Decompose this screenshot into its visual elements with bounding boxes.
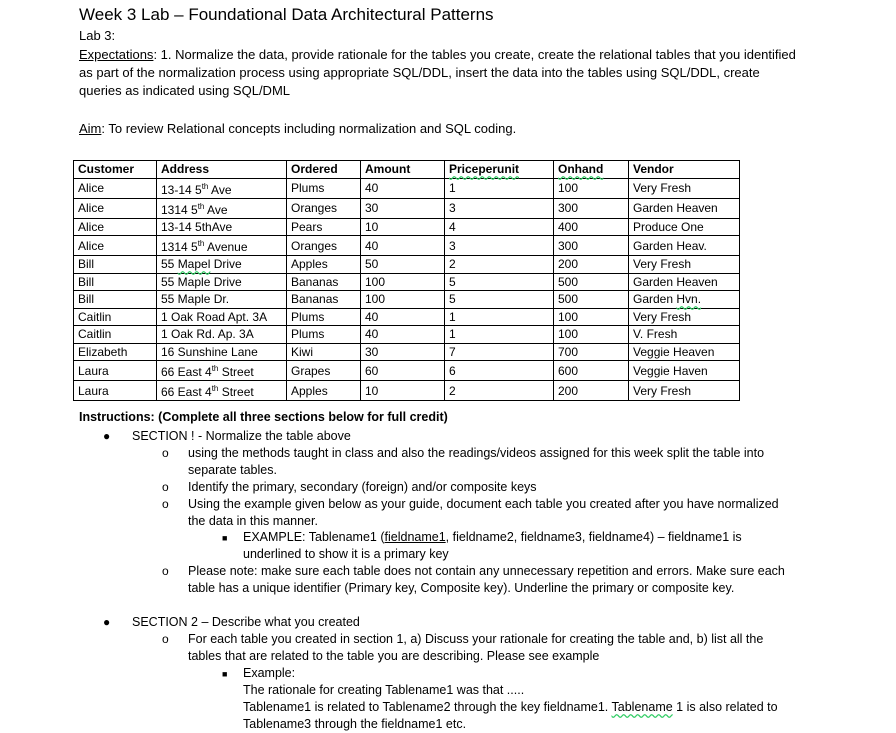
cell-onhand: 500 (554, 291, 629, 309)
cell-onhand: 200 (554, 256, 629, 274)
cell-priceperunit: 3 (445, 236, 554, 256)
s2-example-line2a: Tablename1 is related to Tablename2 through the key fieldname1. (243, 700, 612, 714)
cell-priceperunit: 2 (445, 381, 554, 401)
lab-label: Lab 3: (79, 28, 116, 43)
cell-ordered: Apples (287, 256, 361, 274)
cell-amount: 100 (361, 273, 445, 291)
table-row (74, 273, 740, 291)
cell-amount: 50 (361, 256, 445, 274)
s1-item-4: Please note: make sure each table does not contain any unnecessary repetition and errors. Make sure each table has a unique identifier (Primary key, Composite key). Underline the primary or composite key. (188, 564, 785, 595)
expectations-paragraph (79, 46, 799, 100)
cell-vendor: Very Fresh (629, 256, 740, 274)
cell-amount: 30 (361, 343, 445, 361)
cell-onhand: 300 (554, 198, 629, 218)
header-address: Address (157, 161, 287, 179)
table-row (74, 308, 740, 326)
cell-amount: 100 (361, 291, 445, 309)
header-onhand (554, 161, 629, 179)
aim-paragraph (79, 121, 516, 136)
cell-amount: 60 (361, 361, 445, 381)
example-rest: , fieldname2, fieldname3, fieldname4) – fieldname1 is underlined to show it is a primary key (243, 530, 742, 561)
cell-customer: Alice (74, 218, 157, 236)
cell-ordered: Grapes (287, 361, 361, 381)
cell-address: 13-14 5th Ave (157, 178, 287, 198)
cell-priceperunit: 1 (445, 326, 554, 344)
cell-priceperunit: 5 (445, 291, 554, 309)
table-row (74, 178, 740, 198)
cell-onhand: 400 (554, 218, 629, 236)
orders-table (73, 160, 740, 401)
s2-example-label: Example: (243, 666, 296, 680)
s2-example-line2 (243, 699, 803, 733)
cell-onhand: 100 (554, 308, 629, 326)
cell-customer: Elizabeth (74, 343, 157, 361)
cell-priceperunit: 1 (445, 178, 554, 198)
s1-item-1: using the methods taught in class and also the readings/videos assigned for this week split the table into separate tables. (188, 446, 765, 477)
cell-amount: 40 (361, 326, 445, 344)
table-header-row (74, 161, 740, 179)
cell-vendor: Garden Heav. (629, 236, 740, 256)
cell-vendor: Veggie Heaven (629, 343, 740, 361)
table-row (74, 381, 740, 401)
cell-ordered: Plums (287, 326, 361, 344)
header-priceperunit-text: Priceperunit (449, 162, 520, 177)
circle-bullet-icon: o (162, 446, 169, 460)
cell-address: 1314 5th Avenue (157, 236, 287, 256)
cell-priceperunit: 5 (445, 273, 554, 291)
cell-priceperunit: 6 (445, 361, 554, 381)
cell-vendor: Produce One (629, 218, 740, 236)
cell-customer: Laura (74, 381, 157, 401)
header-customer: Customer (74, 161, 157, 179)
cell-customer: Caitlin (74, 326, 157, 344)
cell-customer: Bill (74, 273, 157, 291)
cell-address: 1314 5th Ave (157, 198, 287, 218)
square-bullet-icon: ■ (222, 669, 228, 679)
cell-customer: Alice (74, 198, 157, 218)
table-row (74, 256, 740, 274)
cell-vendor: Very Fresh (629, 308, 740, 326)
table-row (74, 343, 740, 361)
square-bullet-icon: ■ (222, 533, 228, 543)
cell-priceperunit: 3 (445, 198, 554, 218)
circle-bullet-icon: o (162, 632, 169, 646)
s2-item-1: For each table you created in section 1, a) Discuss your rationale for creating the table and, b) list all the tables that are related to the table you are describing. Please see example (188, 632, 764, 663)
cell-vendor: V. Fresh (629, 326, 740, 344)
cell-address: 55 Maple Dr. (157, 291, 287, 309)
cell-vendor: Garden Heaven (629, 273, 740, 291)
cell-onhand: 600 (554, 361, 629, 381)
header-onhand-text: Onhand (558, 162, 604, 177)
cell-vendor: Garden Hvn. (629, 291, 740, 309)
cell-priceperunit: 4 (445, 218, 554, 236)
cell-vendor: Very Fresh (629, 381, 740, 401)
instructions-heading: Instructions: (Complete all three sections below for full credit) (79, 410, 448, 424)
cell-address: 1 Oak Road Apt. 3A (157, 308, 287, 326)
s2-example-line2b: Tablename (611, 700, 673, 714)
cell-address: 16 Sunshine Lane (157, 343, 287, 361)
cell-ordered: Plums (287, 178, 361, 198)
section1-title: SECTION ! - Normalize the table above (132, 429, 351, 443)
cell-address: 13-14 5thAve (157, 218, 287, 236)
circle-bullet-icon: o (162, 564, 169, 578)
expectations-text: : 1. Normalize the data, provide rationale for the tables you create, create the relational tables that you identified as part of the normalization process using appropriate SQL/DDL, insert the data into the tables using SQL/DDL, create queries as indicated using SQL/DML (79, 47, 796, 98)
cell-vendor: Veggie Haven (629, 361, 740, 381)
cell-amount: 40 (361, 178, 445, 198)
cell-priceperunit: 2 (445, 256, 554, 274)
s2-example-line2c: 1 is also related to Tablename3 through the fieldname1 etc. (243, 700, 778, 731)
table-row (74, 291, 740, 309)
cell-onhand: 500 (554, 273, 629, 291)
cell-customer: Caitlin (74, 308, 157, 326)
cell-customer: Bill (74, 256, 157, 274)
circle-bullet-icon: o (162, 480, 169, 494)
s1-item-2: Identify the primary, secondary (foreign) and/or composite keys (188, 480, 537, 494)
cell-ordered: Oranges (287, 236, 361, 256)
cell-onhand: 100 (554, 178, 629, 198)
page-title: Week 3 Lab – Foundational Data Architectural Patterns (79, 5, 494, 24)
header-priceperunit (445, 161, 554, 179)
table-body (74, 178, 740, 401)
cell-amount: 40 (361, 308, 445, 326)
cell-onhand: 200 (554, 381, 629, 401)
circle-bullet-icon: o (162, 497, 169, 511)
table-row (74, 218, 740, 236)
cell-amount: 40 (361, 236, 445, 256)
cell-amount: 30 (361, 198, 445, 218)
cell-address: 1 Oak Rd. Ap. 3A (157, 326, 287, 344)
example-prefix: EXAMPLE: Tablename1 ( (243, 530, 385, 544)
example-key: fieldname1 (384, 530, 446, 544)
s1-example (243, 529, 783, 563)
cell-customer: Alice (74, 236, 157, 256)
cell-address: 66 East 4th Street (157, 361, 287, 381)
cell-priceperunit: 7 (445, 343, 554, 361)
table-row (74, 326, 740, 344)
cell-ordered: Bananas (287, 291, 361, 309)
header-amount: Amount (361, 161, 445, 179)
cell-amount: 10 (361, 381, 445, 401)
cell-customer: Bill (74, 291, 157, 309)
cell-ordered: Oranges (287, 198, 361, 218)
section2-title: SECTION 2 – Describe what you created (132, 615, 360, 629)
cell-address: 55 Mapel Drive (157, 256, 287, 274)
s2-example-line1: The rationale for creating Tablename1 was that ..... (243, 683, 525, 697)
header-vendor: Vendor (629, 161, 740, 179)
expectations-label: Expectations (79, 47, 154, 62)
cell-ordered: Plums (287, 308, 361, 326)
cell-ordered: Apples (287, 381, 361, 401)
cell-vendor: Very Fresh (629, 178, 740, 198)
cell-vendor: Garden Heaven (629, 198, 740, 218)
header-ordered: Ordered (287, 161, 361, 179)
table-row (74, 198, 740, 218)
cell-customer: Laura (74, 361, 157, 381)
cell-ordered: Pears (287, 218, 361, 236)
aim-label: Aim (79, 121, 102, 136)
cell-address: 66 East 4th Street (157, 381, 287, 401)
s1-item-3: Using the example given below as your guide, document each table you created after you have normalized the data in this manner. (188, 497, 779, 528)
cell-amount: 10 (361, 218, 445, 236)
cell-customer: Alice (74, 178, 157, 198)
cell-ordered: Kiwi (287, 343, 361, 361)
table-row (74, 361, 740, 381)
cell-priceperunit: 1 (445, 308, 554, 326)
cell-onhand: 100 (554, 326, 629, 344)
cell-ordered: Bananas (287, 273, 361, 291)
aim-text: : To review Relational concepts including normalization and SQL coding. (101, 121, 517, 136)
table-row (74, 236, 740, 256)
cell-onhand: 300 (554, 236, 629, 256)
cell-address: 55 Maple Drive (157, 273, 287, 291)
cell-onhand: 700 (554, 343, 629, 361)
bullet-icon: ● (103, 615, 111, 629)
bullet-icon: ● (103, 429, 111, 443)
